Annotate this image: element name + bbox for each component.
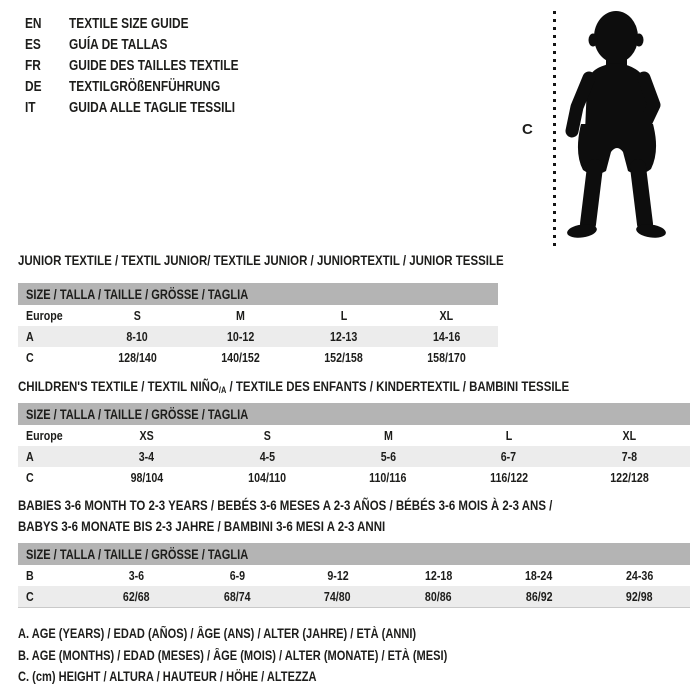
table-row-height: C 128/140 140/152 152/158 158/170 [26,350,466,365]
legend-line-c: C. (cm) HEIGHT / ALTURA / HAUTEUR / HÖHE / ALTEZZA [18,669,317,684]
language-title: TEXTILE SIZE GUIDE [69,15,189,32]
language-code: IT [25,99,36,116]
language-row-en [25,13,276,34]
language-title: GUÍA DE TALLAS [69,36,168,53]
language-code: ES [25,36,41,53]
babies-table-title: BABIES 3-6 MONTH TO 2-3 YEARS / BEBÉS 3-6 MESES A 2-3 AÑOS / BÉBÉS 3-6 MOIS À 2-3 ANS / BABYS 3-6 MONATE BIS 2-3 JAHRE / BAMBINI 3-6 MESI A 2-3 ANNI [18,497,553,534]
toddler-silhouette-icon [565,10,670,240]
language-code: FR [25,57,41,74]
children-table [18,403,690,488]
measurement-legend [18,626,541,691]
legend-line-b: B. AGE (MONTHS) / EDAD (MESES) / ÂGE (MOIS) / ALTER (MONATE) / ETÀ (MESI) [18,647,448,663]
language-title: GUIDA ALLE TAGLIE TESSILI [69,99,236,116]
language-list [25,13,276,118]
children-table-title: CHILDREN'S TEXTILE / TEXTIL $NIÑO_{/A}$ / TEXTILE DES ENFANTS / KINDERTEXTIL / BAMBINI TESSILE [18,378,570,395]
table-row-age-months: B 3-6 6-9 9-12 12-18 18-24 24-36 [26,568,654,583]
size-header-label: SIZE / TALLA / TAILLE / GRÖSSE / TAGLIA [26,286,249,302]
junior-table [18,283,498,368]
size-header-row [18,283,498,305]
size-header-label: SIZE / TALLA / TAILLE / GRÖSSE / TAGLIA [26,406,249,422]
language-code: EN [25,15,42,32]
language-row-it [25,97,276,118]
language-row-fr [25,55,276,76]
language-row-de [25,76,276,97]
size-header-row [18,403,690,425]
junior-table-title: JUNIOR TEXTILE / TEXTIL JUNIOR/ TEXTILE JUNIOR / JUNIORTEXTIL / JUNIOR TESSILE [18,252,504,268]
height-dotted-line [553,11,556,249]
table-row-age-years: A 3-4 4-5 5-6 6-7 7-8 [18,446,690,467]
language-code: DE [25,78,42,95]
height-figure [520,6,700,256]
language-title: GUIDE DES TAILLES TEXTILE [69,57,239,74]
language-title: TEXTILGRÖßENFÜHRUNG [69,78,221,95]
size-header-label: SIZE / TALLA / TAILLE / GRÖSSE / TAGLIA [26,546,249,562]
table-row-europe: Europe XS S M L XL [26,428,637,443]
title-subscript: /A [218,385,227,395]
table-row-age-years: A 8-10 10-12 12-13 14-16 [18,326,498,347]
size-header-row [18,543,690,565]
language-row-es [25,34,276,55]
table-row-height: C 62/68 68/74 74/80 80/86 86/92 92/98 [18,586,690,607]
height-measure-label: C [522,121,533,138]
babies-table [18,543,690,608]
table-row-europe: Europe S M L XL [26,308,454,323]
legend-line-a: A. AGE (YEARS) / EDAD (AÑOS) / ÂGE (ANS) / ALTER (JAHRE) / ETÀ (ANNI) [18,626,417,641]
table-row-height: C 98/104 104/110 110/116 116/122 122/128 [26,470,649,485]
